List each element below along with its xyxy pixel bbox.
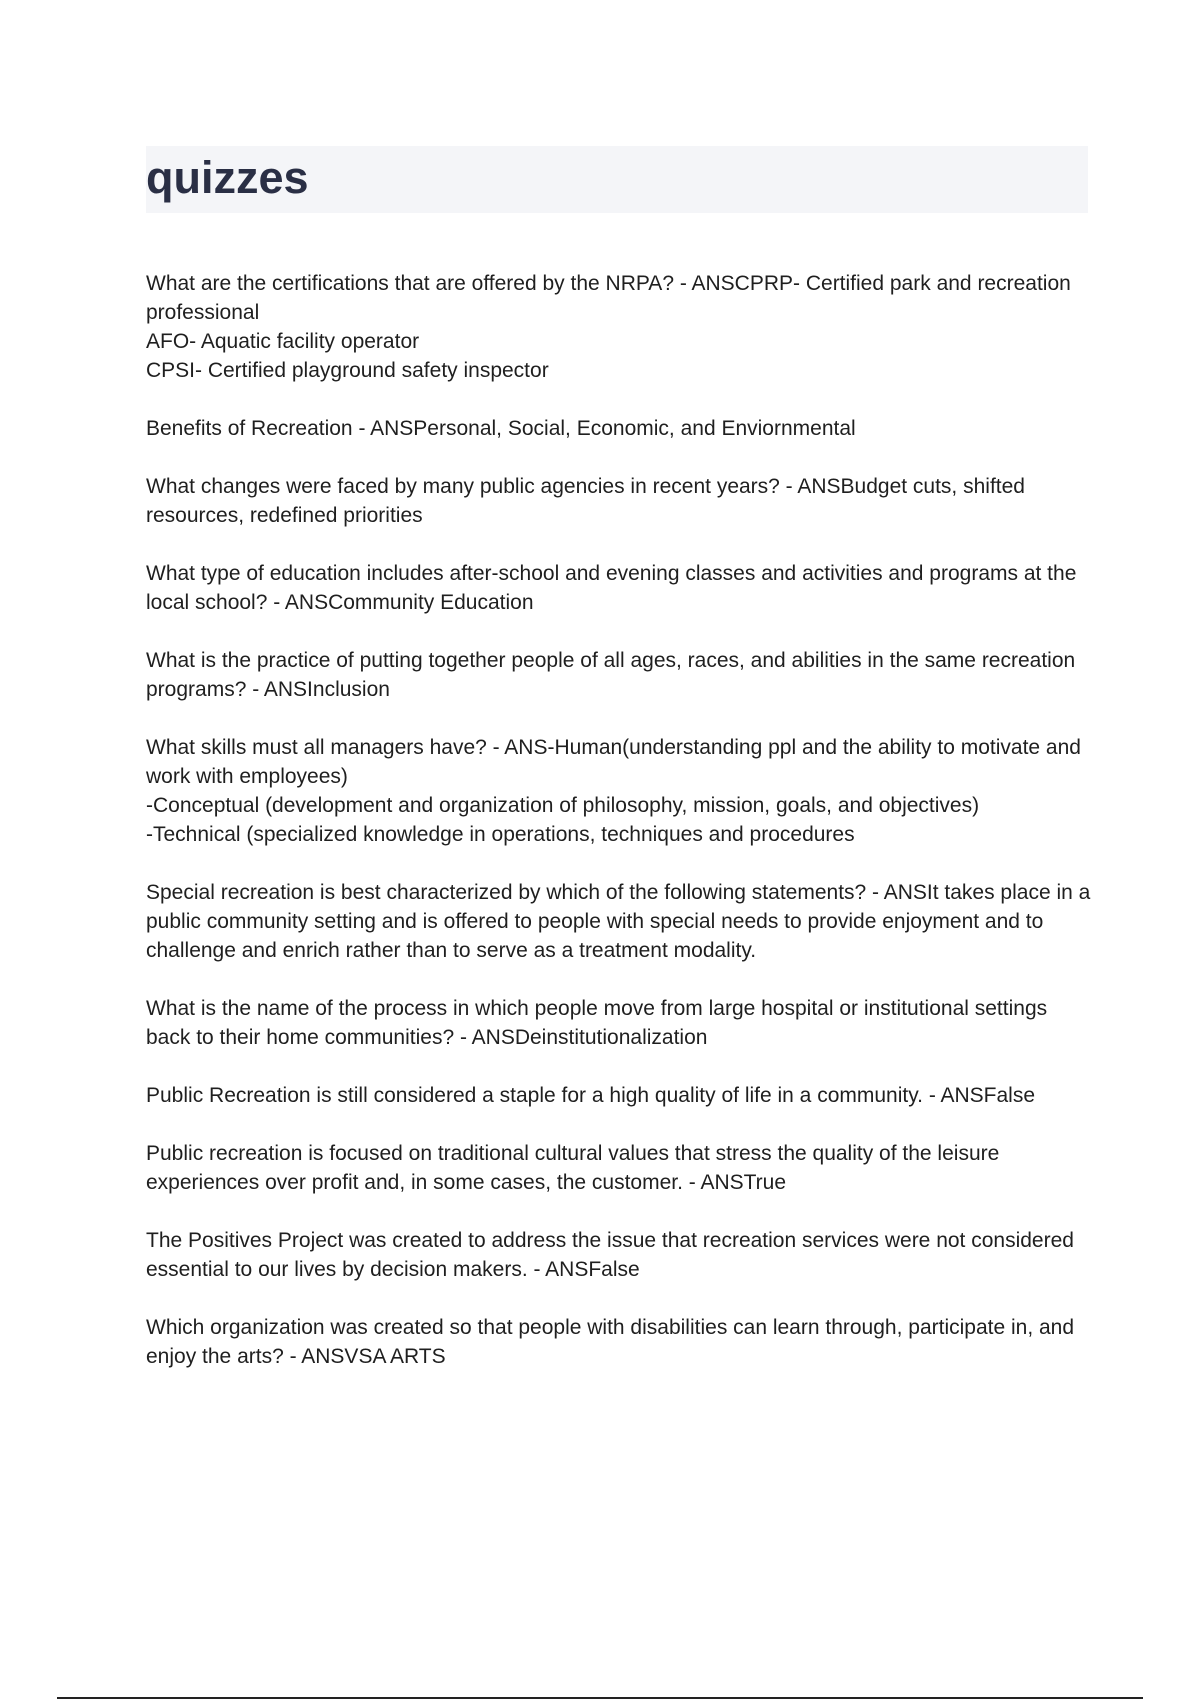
- qa-item: [146, 559, 1096, 617]
- qa-line: What are the certifications that are offered by the NRPA? - ANSCPRP- Certified park and recreation professional: [146, 272, 1071, 324]
- qa-line: Benefits of Recreation - ANSPersonal, Social, Economic, and Enviornmental: [146, 417, 856, 440]
- qa-line: What is the practice of putting together people of all ages, races, and abilities in the same recreation programs? - ANSInclusion: [146, 649, 1076, 701]
- document-title: quizzes: [146, 152, 309, 203]
- qa-item: [146, 878, 1096, 965]
- qa-line: Which organization was created so that people with disabilities can learn through, participate in, and enjoy the arts? - ANSVSA ARTS: [146, 1316, 1075, 1368]
- footer-divider: [57, 1697, 1143, 1699]
- qa-line: Public recreation is focused on traditional cultural values that stress the quality of the leisure experiences over profit and, in some cases, the customer. - ANSTrue: [146, 1142, 1000, 1194]
- qa-line: Special recreation is best characterized by which of the following statements? - ANSIt takes place in a public community setting and is offered to people with special needs to provide enjoyment and to challenge and enrich rather than to serve as a treatment modality.: [146, 881, 1091, 962]
- qa-item: [146, 994, 1096, 1052]
- qa-item: [146, 1226, 1096, 1284]
- qa-list: [146, 269, 1096, 1400]
- qa-line: What is the name of the process in which people move from large hospital or institutional settings back to their home communities? - ANSDeinstitutionalization: [146, 997, 1048, 1049]
- qa-line: What type of education includes after-school and evening classes and activities and programs at the local school? - ANSCommunity Education: [146, 562, 1077, 614]
- qa-item: [146, 1081, 1096, 1110]
- qa-item: [146, 414, 1096, 443]
- qa-line: What skills must all managers have? - ANS-Human(understanding ppl and the ability to motivate and work with employees): [146, 736, 1081, 788]
- qa-line: The Positives Project was created to address the issue that recreation services were not considered essential to our lives by decision makers. - ANSFalse: [146, 1229, 1074, 1281]
- qa-line: CPSI- Certified playground safety inspector: [146, 359, 549, 382]
- qa-item: [146, 269, 1096, 385]
- qa-item: [146, 472, 1096, 530]
- qa-line: AFO- Aquatic facility operator: [146, 330, 420, 353]
- qa-line: Public Recreation is still considered a staple for a high quality of life in a community. - ANSFalse: [146, 1084, 1036, 1107]
- title-band: [146, 146, 1088, 213]
- qa-item: [146, 1139, 1096, 1197]
- qa-line: What changes were faced by many public agencies in recent years? - ANSBudget cuts, shifted resources, redefined priorities: [146, 475, 1025, 527]
- qa-item: [146, 733, 1096, 849]
- qa-item: [146, 646, 1096, 704]
- qa-line: -Technical (specialized knowledge in operations, techniques and procedures: [146, 823, 855, 846]
- qa-item: [146, 1313, 1096, 1371]
- qa-line: -Conceptual (development and organization of philosophy, mission, goals, and objectives): [146, 794, 980, 817]
